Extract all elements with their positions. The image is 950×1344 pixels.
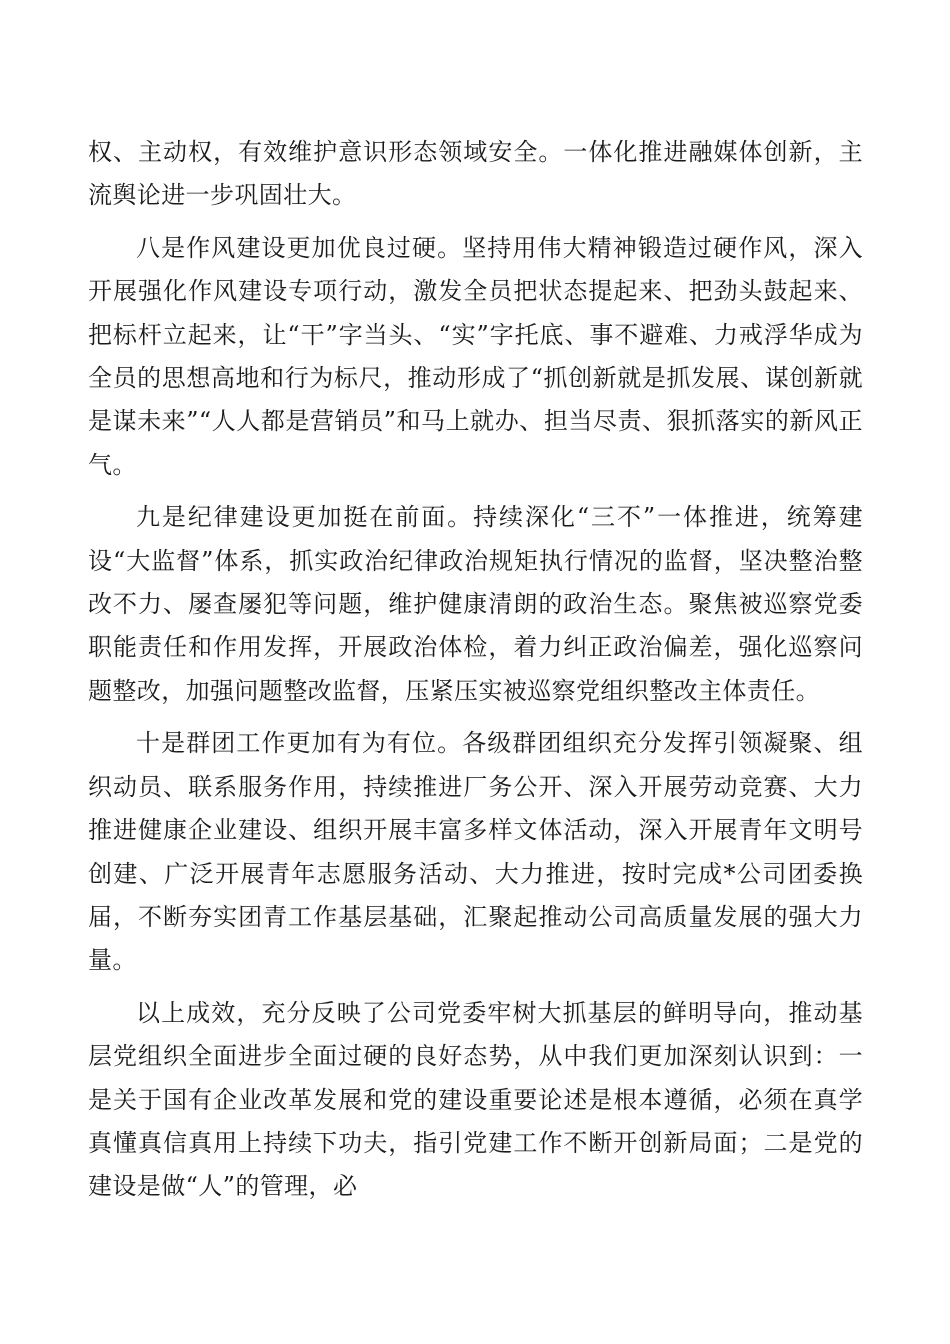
paragraph-mass-organization-work: 十是群团工作更加有为有位。各级群团组织充分发挥引领凝聚、组织动员、联系服务作用，持续推进厂务公开、深入开展劳动竞赛、大力推进健康企业建设、组织开展丰富多样文体活动，深入开展青年文明号创建、广泛开展青年志愿服务活动、大力推进，按时完成*公司团委换届，不断夯实团青工作基层基础，汇聚起推动公司高质量发展的强大力量。 <box>88 729 863 975</box>
document-body <box>88 131 863 1218</box>
paragraph-style-building: 八是作风建设更加优良过硬。坚持用伟大精神锻造过硬作风，深入开展强化作风建设专项行动，激发全员把状态提起来、把劲头鼓起来、把标杆立起来，让“干”字当头、“实”字托底、事不避难、力戒浮华成为全员的思想高地和行为标尺，推动形成了“抓创新就是抓发展、谋创新就是谋未来”“人人都是营销员”和马上就办、担当尽责、狠抓落实的新风正气。 <box>88 233 863 479</box>
paragraph-discipline-building: 九是纪律建设更加挺在前面。持续深化“三不”一体推进，统筹建设“大监督”体系，抓实政治纪律政治规矩执行情况的监督，坚决整治整改不力、屡查屡犯等问题，维护健康清朗的政治生态。聚焦被巡察党委职能责任和作用发挥，开展政治体检，着力纠正政治偏差，强化巡察问题整改，加强问题整改监督，压紧压实被巡察党组织整改主体责任。 <box>88 503 863 705</box>
paragraph-summary: 以上成效，充分反映了公司党委牢树大抓基层的鲜明导向，推动基层党组织全面进步全面过硬的良好态势，从中我们更加深刻认识到：一是关于国有企业改革发展和党的建设重要论述是根本遵循，必须在真学真懂真信真用上持续下功夫，指引党建工作不断开创新局面；二是党的建设是做“人”的管理，必 <box>88 998 863 1201</box>
paragraph-continued: 权、主动权，有效维护意识形态领域安全。一体化推进融媒体创新，主流舆论进一步巩固壮大。 <box>88 138 863 210</box>
